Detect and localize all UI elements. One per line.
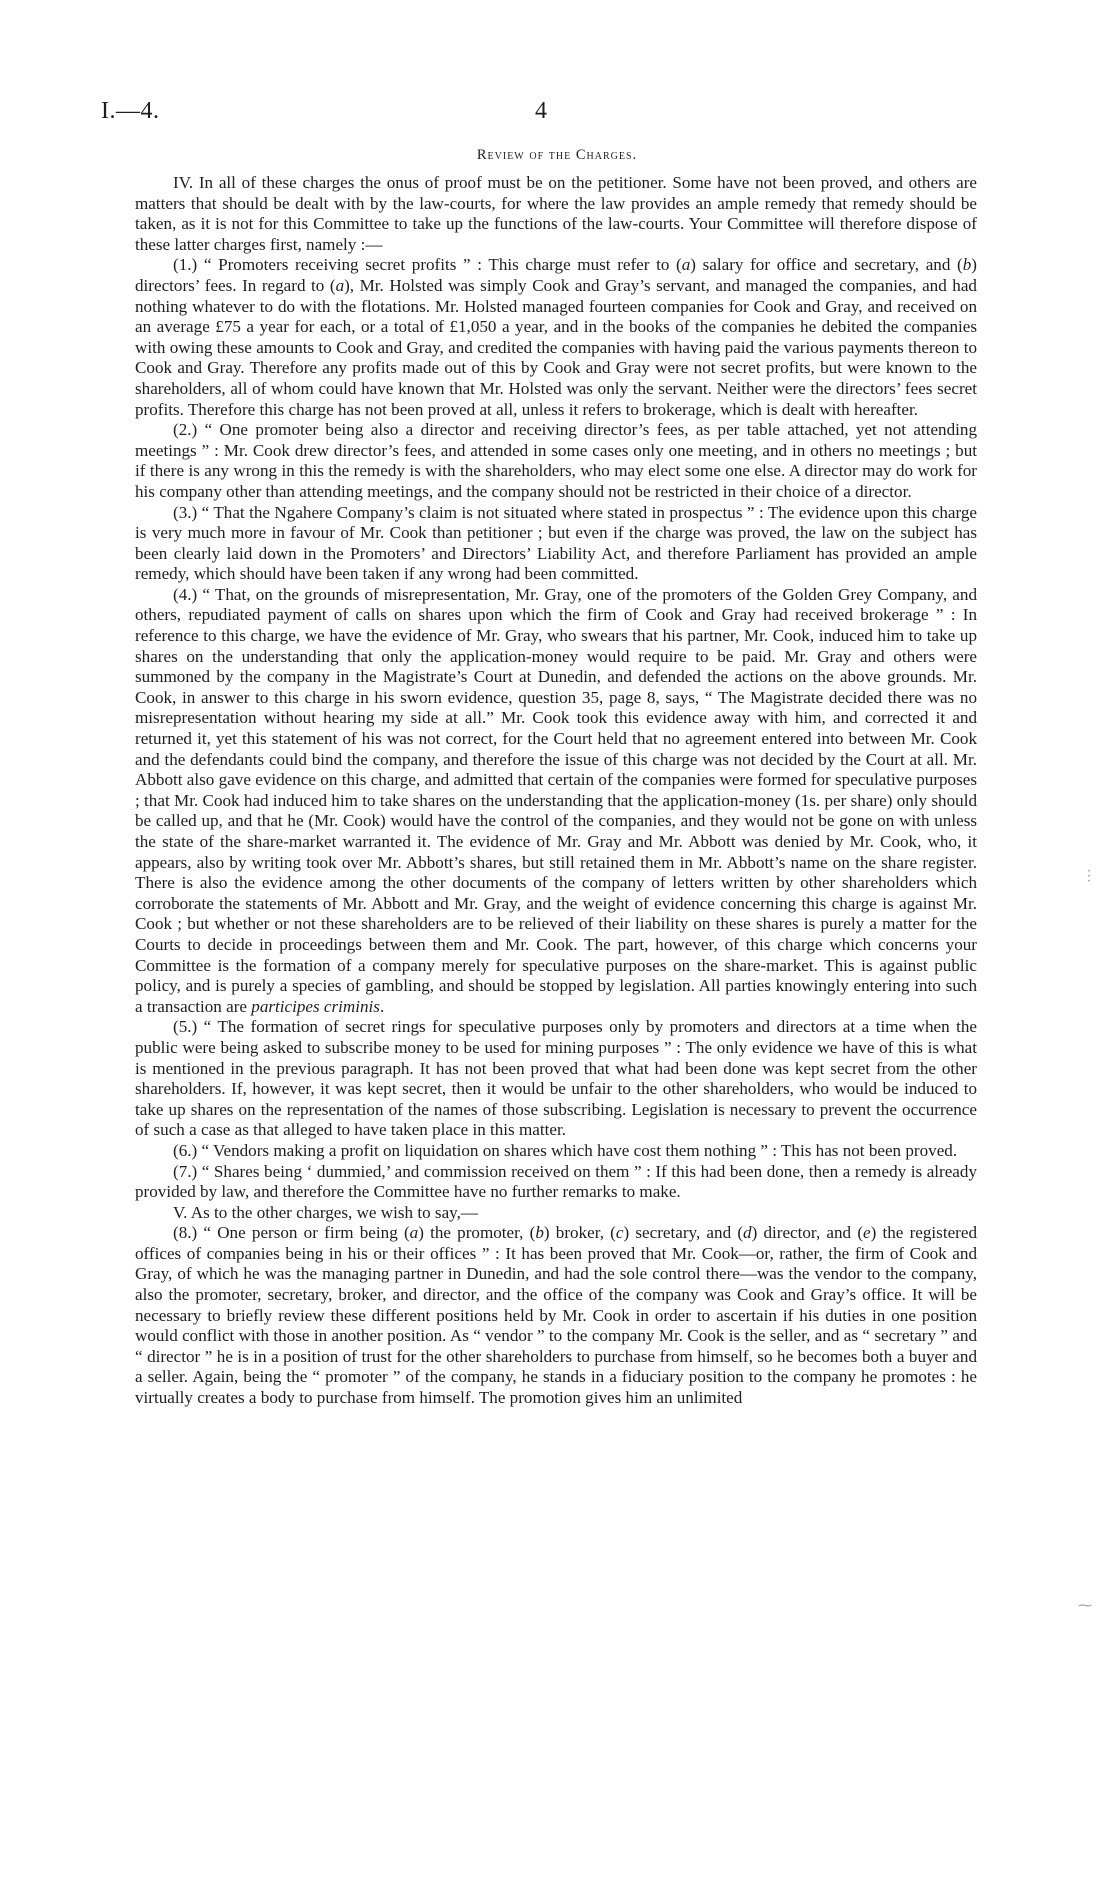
paragraph: (2.) “ One promoter being also a director and receiving director’s fees, as per table attached, yet not attending meetings ” : Mr. Cook drew director’s fees, and attended in some cases only one meeting, and in others no meetings ; but if there is any wrong in this the remedy is with the shareholders, who may elect some one else. A director may do work for his company other than attending meetings, and the company should not be restricted in their choice of a director. bbox=[135, 420, 977, 501]
paragraph: (6.) “ Vendors making a profit on liquidation on shares which have cost them nothing ” : This has not been proved. bbox=[173, 1140, 958, 1160]
margin-speck: ⁓ bbox=[1078, 1599, 1092, 1614]
section-heading-text: Review of the Charges. bbox=[476, 147, 638, 163]
body-text bbox=[135, 173, 977, 1409]
section-heading bbox=[0, 147, 1114, 164]
page-number: 4 bbox=[535, 98, 547, 124]
paragraph: (5.) “ The formation of secret rings for speculative purposes only by promoters and directors at a time when the public were being asked to subscribe money to be used for mining purposes ” : The only evidence we have of this is what is mentioned in the previous paragraph. It has not been proved that what had been done was kept secret from the other shareholders. If, however, it was kept secret, then it would be unfair to the other shareholders, who would be induced to take up shares on the representation of the names of those subscribing. Legislation is necessary to prevent the occurrence of such a case as that alleged to have taken place in this matter. bbox=[135, 1017, 977, 1140]
margin-speck: ⋮ bbox=[1082, 869, 1096, 884]
paragraph: (1.) “ Promoters receiving secret profits ” : This charge must refer to (a) salary for office and secretary, and (b) directors’ fees. In regard to (a), Mr. Holsted was simply Cook and Gray’s servant, and managed the companies, and had nothing whatever to do with the flotations. Mr. Holsted managed fourteen companies for Cook and Gray, and received on an average £75 a year for each, or a total of £1,050 a year, and in the books of the companies he debited the companies with owing these amounts to Cook and Gray, and credited the companies with having paid the various payments thereon to Cook and Gray. Therefore any profits made out of this by Cook and Gray were not secret profits, but were known to the shareholders, all of whom could have known that Mr. Holsted was only the servant. Neither were the directors’ fees secret profits. Therefore this charge has not been proved at all, unless it refers to brokerage, which is dealt with hereafter. bbox=[135, 255, 977, 419]
paragraph: V. As to the other charges, we wish to say,— bbox=[173, 1202, 478, 1222]
paragraph: (8.) “ One person or firm being (a) the promoter, (b) broker, (c) secretary, and (d) director, and (e) the registered offices of companies being in his or their offices ” : It has been proved that Mr. Cook—or, rather, the firm of Cook and Gray, of which he was the managing partner in Dunedin, and had the sole control there—was the vendor to the company, also the promoter, secretary, broker, and director, and the office of the company was Cook and Gray’s office. It will be necessary to briefly review these different positions held by Mr. Cook in order to ascertain if his duties in one position would conflict with those in another position. As “ vendor ” to the company Mr. Cook is the seller, and as “ secretary ” and “ director ” he is in a position of trust for the other shareholders to purchase from himself, so he becomes both a buyer and a seller. Again, being the “ promoter ” of the company, he stands in a fiduciary position to the company he promotes : he virtually creates a body to purchase from himself. The promotion gives him an unlimited bbox=[135, 1223, 977, 1408]
document-reference: I.—4. bbox=[101, 98, 160, 124]
paragraph: (7.) “ Shares being ‘ dummied,’ and commission received on them ” : If this had been done, then a remedy is already provided by law, and therefore the Committee have no further remarks to make. bbox=[135, 1161, 977, 1202]
paragraph: (3.) “ That the Ngahere Company’s claim is not situated where stated in prospectus ” : The evidence upon this charge is very much more in favour of Mr. Cook than petitioner ; but even if the charge was proved, the law on the subject has been clearly laid down in the Promoters’ and Directors’ Liability Act, and therefore Parliament has provided an ample remedy, which should have been taken if any wrong had been committed. bbox=[135, 502, 977, 584]
paragraph: IV. In all of these charges the onus of proof must be on the petitioner. Some have not been proved, and others are matters that should be dealt with by the law-courts, for where the law provides an ample remedy that remedy should be taken, as it is not for this Committee to take up the functions of the law-courts. Your Committee will therefore dispose of these latter charges first, namely :— bbox=[135, 173, 977, 254]
paragraph: (4.) “ That, on the grounds of misrepresentation, Mr. Gray, one of the promoters of the Golden Grey Company, and others, repudiated payment of calls on shares upon which the firm of Cook and Gray had received brokerage ” : In reference to this charge, we have the evidence of Mr. Gray, who swears that his partner, Mr. Cook, induced him to take up shares on the understanding that only the application-money would require to be paid. Mr. Gray and others were summoned by the company in the Magistrate’s Court at Dunedin, and defended the actions on the above grounds. Mr. Cook, in answer to this charge in his sworn evidence, question 35, page 8, says, “ The Magistrate decided there was no misrepresentation without hearing my side at all.” Mr. Cook took this evidence away with him, and corrected it and returned it, yet this statement of his was not correct, for the Court held that no agreement entered into between Mr. Cook and the defendants could bind the company, and therefore the issue of this charge was not decided by the Court at all. Mr. Abbott also gave evidence on this charge, and admitted that certain of the companies were formed for speculative purposes ; that Mr. Cook had induced him to take shares on the understanding that the application-money (1s. per share) only should be called up, and that he (Mr. Cook) would have the control of the companies, and they would not be gone on with unless the state of the share-market warranted it. The evidence of Mr. Gray and Mr. Abbott was denied by Mr. Cook, who, it appears, also by writing took over Mr. Abbott’s shares, but still retained them in Mr. Abbott’s name on the share register. There is also the evidence among the other documents of the company of letters written by other shareholders which corroborate the statements of Mr. Abbott and Mr. Gray, and the weight of evidence concerning this charge is against Mr. Cook ; but whether or not these shareholders are to be relieved of their liability on these shares is purely a matter for the Courts to decide in proceedings between them and Mr. Cook. The part, however, of this charge which concerns your Committee is the formation of a company merely for speculative purposes on the share-market. This is against public policy, and is purely a species of gambling, and should be stopped by legislation. All parties knowingly entering into such a transaction are participes criminis. bbox=[135, 584, 977, 1016]
